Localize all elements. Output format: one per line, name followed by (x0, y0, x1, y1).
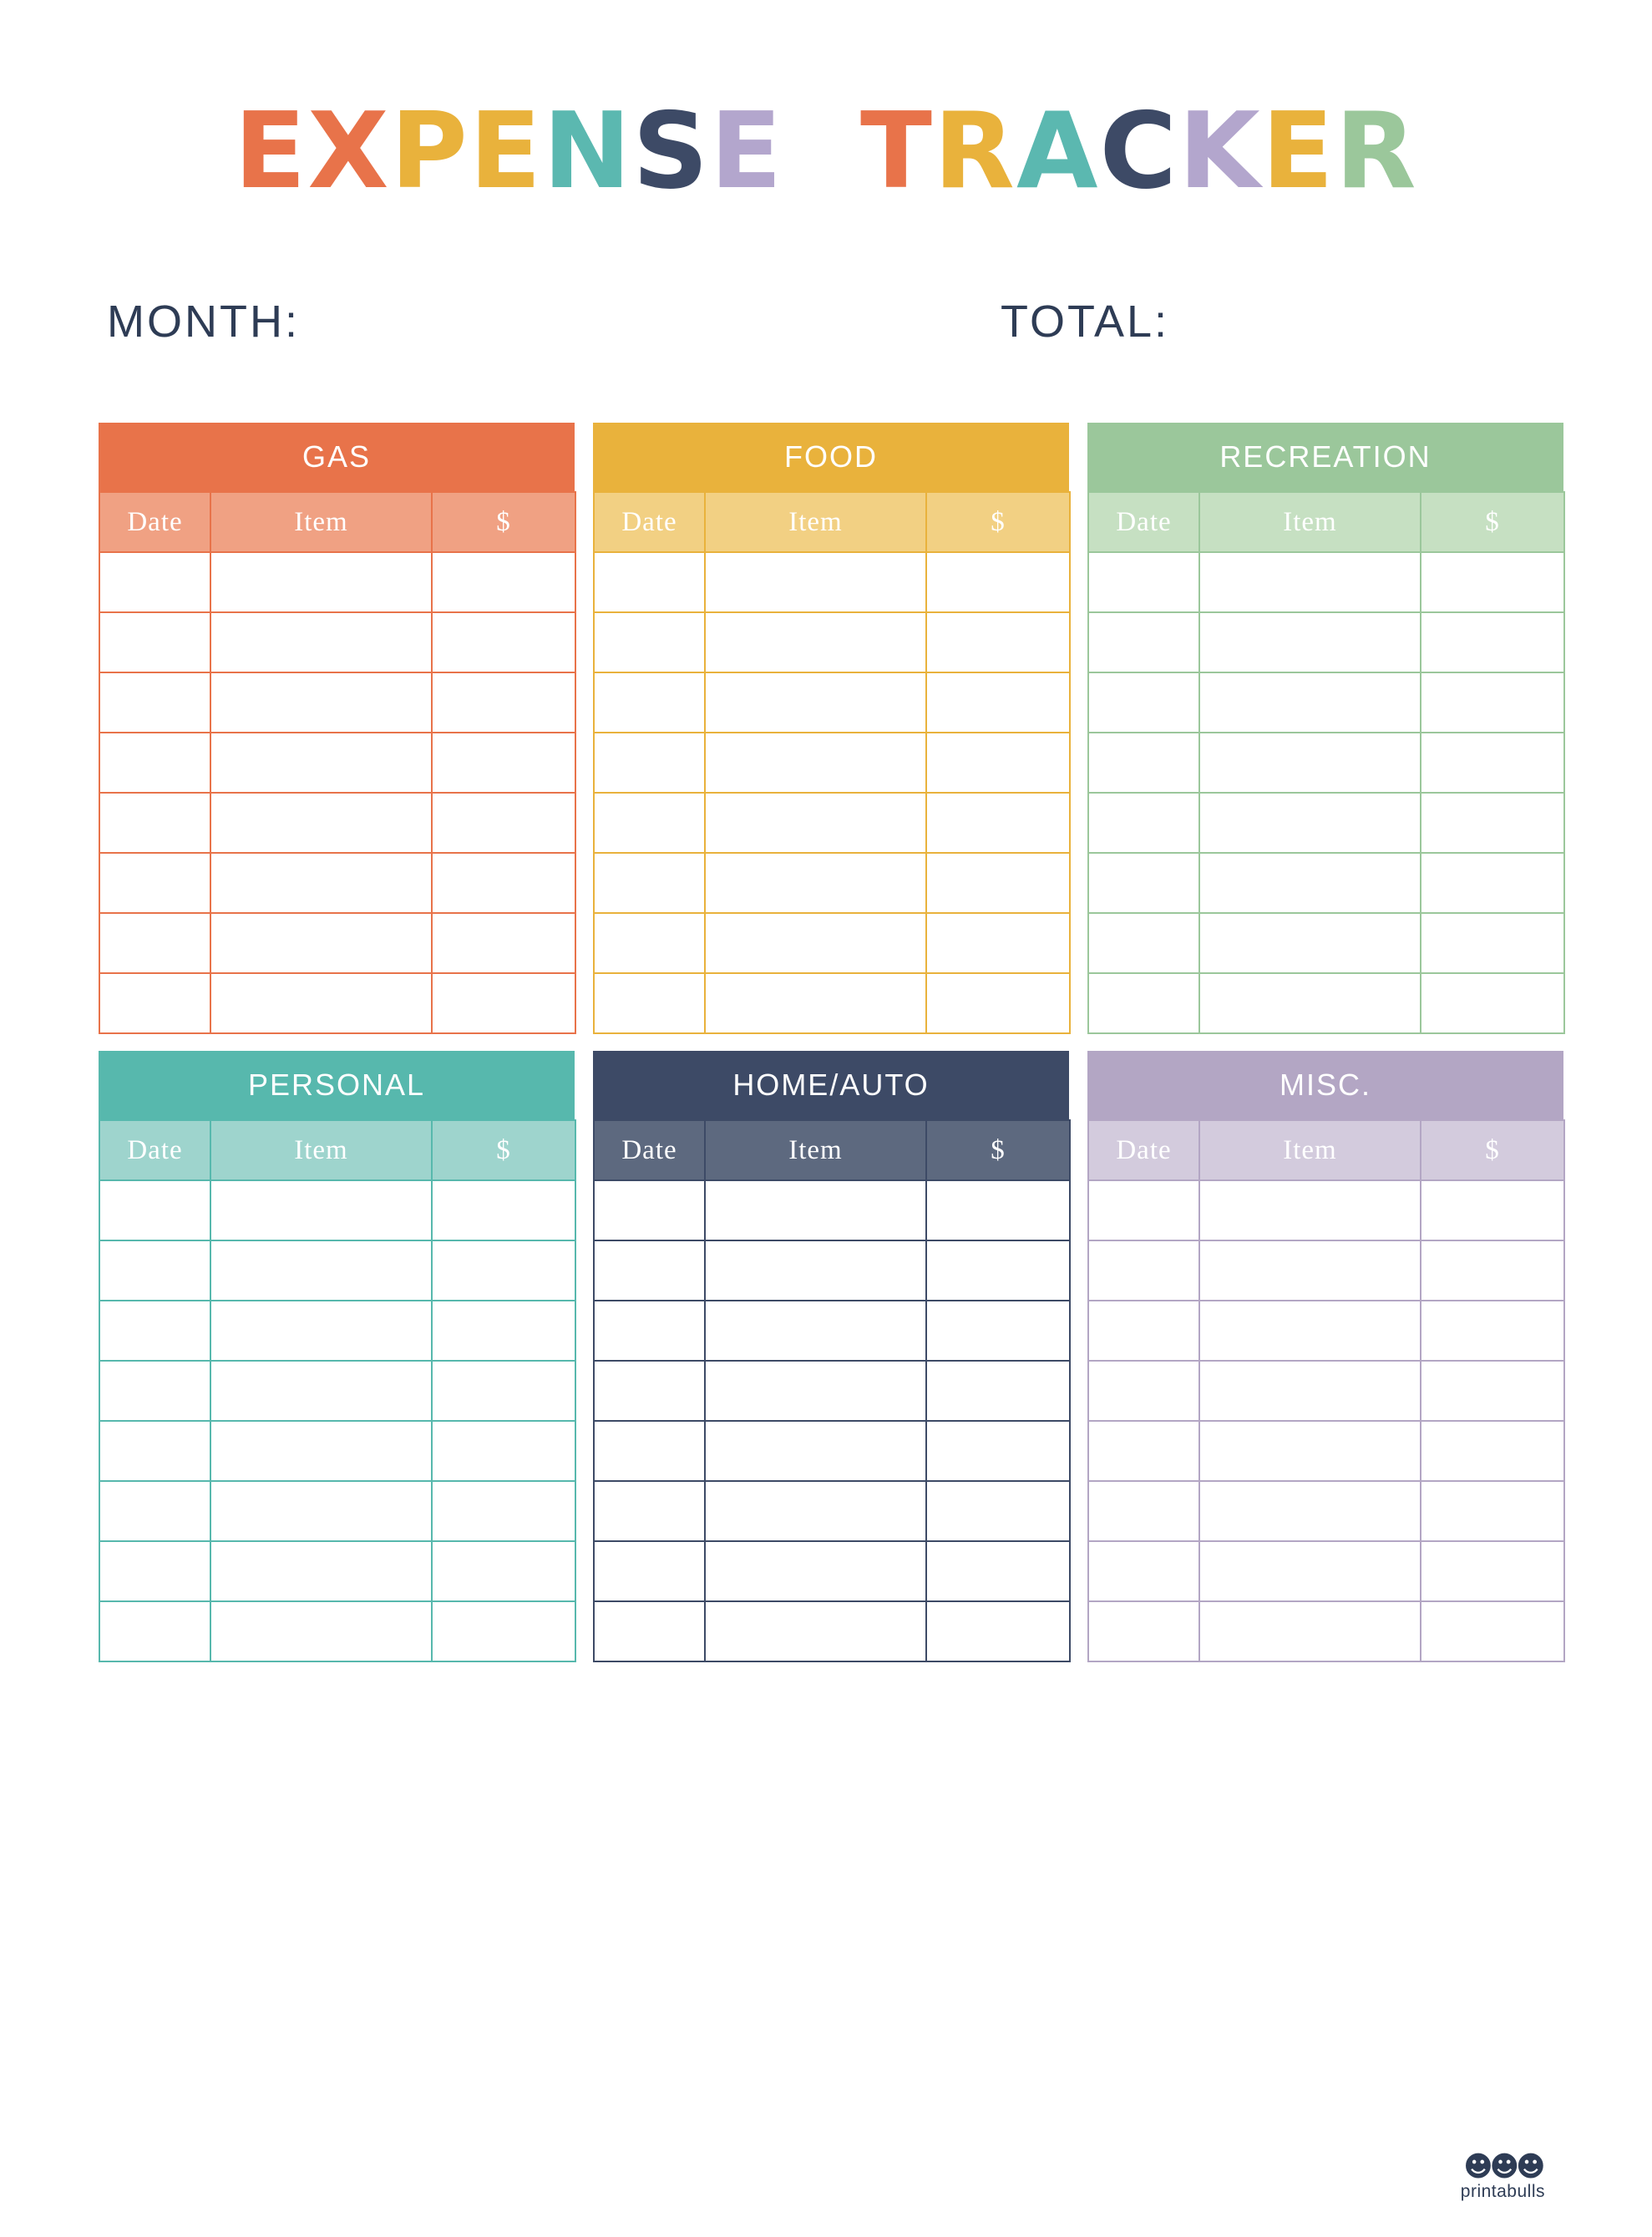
cell-amount[interactable] (1421, 1180, 1564, 1240)
cell-item[interactable] (1199, 1180, 1421, 1240)
cell-amount[interactable] (432, 1180, 575, 1240)
cell-amount[interactable] (926, 672, 1070, 733)
table-row (99, 1421, 575, 1481)
cell-item[interactable] (1199, 1601, 1421, 1661)
cell-date[interactable] (99, 1481, 210, 1541)
cell-date[interactable] (1088, 1421, 1199, 1481)
table-row (99, 733, 575, 793)
cell-item[interactable] (210, 1301, 432, 1361)
table-row (99, 1301, 575, 1361)
category-table-misc (1087, 1119, 1565, 1662)
cell-date[interactable] (1088, 612, 1199, 672)
cell-item[interactable] (705, 1240, 926, 1301)
title-letter: X (307, 89, 391, 212)
cell-item[interactable] (1199, 793, 1421, 853)
cell-date[interactable] (594, 1541, 705, 1601)
cell-amount[interactable] (1421, 1421, 1564, 1481)
cell-date[interactable] (1088, 1601, 1199, 1661)
cell-date[interactable] (99, 853, 210, 913)
cell-amount[interactable] (1421, 1481, 1564, 1541)
table-row (99, 1180, 575, 1240)
title-letter: K (1178, 89, 1262, 212)
title-letter: R (933, 89, 1016, 212)
cell-item[interactable] (705, 913, 926, 973)
cell-amount[interactable] (432, 793, 575, 853)
column-header-row (594, 1120, 1070, 1180)
cell-date[interactable] (99, 793, 210, 853)
cell-amount[interactable] (926, 552, 1070, 612)
cell-item[interactable] (705, 1180, 926, 1240)
title-letter: S (632, 89, 711, 212)
table-row (99, 672, 575, 733)
cell-amount[interactable] (926, 733, 1070, 793)
table-row (594, 1541, 1070, 1601)
cell-date[interactable] (99, 1240, 210, 1301)
month-label: MONTH: (107, 297, 300, 347)
cell-item[interactable] (1199, 1361, 1421, 1421)
column-header-amount: $ (1421, 1120, 1564, 1180)
meta-row (99, 296, 1553, 347)
cell-date[interactable] (594, 552, 705, 612)
cell-date[interactable] (594, 1301, 705, 1361)
cell-item[interactable] (705, 612, 926, 672)
cell-date[interactable] (594, 973, 705, 1033)
cell-amount[interactable] (1421, 612, 1564, 672)
category-title-misc: MISC. (1087, 1051, 1563, 1119)
column-header-date: Date (594, 492, 705, 552)
cell-item[interactable] (1199, 672, 1421, 733)
brand-name: printabulls (1460, 2182, 1545, 2201)
category-table-home-auto (593, 1119, 1071, 1662)
table-row (594, 672, 1070, 733)
column-header-amount: $ (926, 492, 1070, 552)
cell-amount[interactable] (432, 1601, 575, 1661)
cell-item[interactable] (210, 1601, 432, 1661)
table-row (1088, 1481, 1564, 1541)
table-row (1088, 1601, 1564, 1661)
table-row (594, 793, 1070, 853)
column-header-item: Item (210, 1120, 432, 1180)
table-row (594, 1240, 1070, 1301)
cell-amount[interactable] (926, 1421, 1070, 1481)
table-row (594, 1481, 1070, 1541)
table-row (99, 1601, 575, 1661)
cell-amount[interactable] (432, 913, 575, 973)
category-card-home-auto (593, 1051, 1069, 1662)
column-header-date: Date (594, 1120, 705, 1180)
total-field[interactable] (967, 296, 1169, 347)
cell-item[interactable] (210, 973, 432, 1033)
table-row (1088, 973, 1564, 1033)
cell-amount[interactable] (1421, 672, 1564, 733)
cell-amount[interactable] (432, 612, 575, 672)
cell-item[interactable] (210, 1361, 432, 1421)
cell-item[interactable] (210, 1541, 432, 1601)
column-header-row (594, 492, 1070, 552)
table-row (99, 853, 575, 913)
cell-date[interactable] (1088, 793, 1199, 853)
cell-item[interactable] (705, 1481, 926, 1541)
cell-date[interactable] (99, 1601, 210, 1661)
cell-amount[interactable] (1421, 733, 1564, 793)
cell-date[interactable] (1088, 1240, 1199, 1301)
cell-date[interactable] (594, 913, 705, 973)
cell-date[interactable] (99, 1421, 210, 1481)
cell-item[interactable] (705, 672, 926, 733)
cell-amount[interactable] (432, 1240, 575, 1301)
cell-item[interactable] (210, 552, 432, 612)
cell-date[interactable] (594, 1421, 705, 1481)
cell-amount[interactable] (432, 1541, 575, 1601)
cell-item[interactable] (705, 853, 926, 913)
category-table-recreation (1087, 491, 1565, 1034)
cell-date[interactable] (1088, 913, 1199, 973)
cell-amount[interactable] (926, 1601, 1070, 1661)
cell-amount[interactable] (926, 1180, 1070, 1240)
cell-item[interactable] (210, 733, 432, 793)
column-header-item: Item (1199, 492, 1421, 552)
cell-amount[interactable] (432, 1421, 575, 1481)
column-header-amount: $ (432, 1120, 575, 1180)
cell-date[interactable] (99, 913, 210, 973)
cell-item[interactable] (705, 1421, 926, 1481)
cell-date[interactable] (99, 1361, 210, 1421)
cell-date[interactable] (1088, 853, 1199, 913)
cell-date[interactable] (594, 1180, 705, 1240)
table-row (594, 733, 1070, 793)
table-row (1088, 1180, 1564, 1240)
category-card-misc (1087, 1051, 1563, 1662)
column-header-amount: $ (1421, 492, 1564, 552)
table-row (594, 612, 1070, 672)
cell-item[interactable] (210, 853, 432, 913)
category-title-gas: GAS (99, 423, 575, 491)
table-row (99, 552, 575, 612)
table-row (99, 1481, 575, 1541)
cell-date[interactable] (99, 1180, 210, 1240)
cell-date[interactable] (594, 1240, 705, 1301)
cell-amount[interactable] (1421, 913, 1564, 973)
category-card-recreation (1087, 423, 1563, 1034)
column-header-amount: $ (432, 492, 575, 552)
table-row (594, 1421, 1070, 1481)
table-row (99, 1240, 575, 1301)
category-title-home-auto: HOME/AUTO (593, 1051, 1069, 1119)
cell-item[interactable] (210, 1481, 432, 1541)
cell-date[interactable] (594, 1601, 705, 1661)
table-row (1088, 1361, 1564, 1421)
cell-date[interactable] (1088, 1361, 1199, 1421)
cell-amount[interactable] (926, 1240, 1070, 1301)
cell-date[interactable] (594, 733, 705, 793)
table-row (1088, 1301, 1564, 1361)
table-row (99, 973, 575, 1033)
cell-amount[interactable] (1421, 1301, 1564, 1361)
table-row (1088, 1240, 1564, 1301)
title-letter: R (1335, 89, 1418, 212)
cell-date[interactable] (594, 1361, 705, 1421)
table-row (594, 853, 1070, 913)
cell-item[interactable] (210, 913, 432, 973)
category-card-gas (99, 423, 575, 1034)
cell-item[interactable] (705, 793, 926, 853)
cell-amount[interactable] (926, 1301, 1070, 1361)
column-header-amount: $ (926, 1120, 1070, 1180)
cell-item[interactable] (210, 672, 432, 733)
cell-date[interactable] (99, 733, 210, 793)
cell-date[interactable] (1088, 733, 1199, 793)
category-table-personal (99, 1119, 576, 1662)
title-letter: P (390, 89, 469, 212)
cell-item[interactable] (705, 1541, 926, 1601)
cell-amount[interactable] (1421, 552, 1564, 612)
page-title (99, 89, 1553, 212)
column-header-date: Date (1088, 1120, 1199, 1180)
cell-date[interactable] (99, 552, 210, 612)
column-header-row (99, 492, 575, 552)
table-row (99, 1541, 575, 1601)
cell-item[interactable] (1199, 973, 1421, 1033)
column-header-row (1088, 1120, 1564, 1180)
category-title-food: FOOD (593, 423, 1069, 491)
cell-item[interactable] (1199, 913, 1421, 973)
cell-date[interactable] (1088, 973, 1199, 1033)
cell-amount[interactable] (432, 552, 575, 612)
cell-item[interactable] (210, 1240, 432, 1301)
title-letter: N (542, 89, 633, 212)
cell-date[interactable] (99, 612, 210, 672)
cell-amount[interactable] (926, 793, 1070, 853)
cell-amount[interactable] (926, 913, 1070, 973)
table-row (594, 1361, 1070, 1421)
title-letter: A (1016, 89, 1100, 212)
cell-item[interactable] (1199, 612, 1421, 672)
column-header-row (99, 1120, 575, 1180)
cell-item[interactable] (1199, 1301, 1421, 1361)
cell-amount[interactable] (1421, 1541, 1564, 1601)
table-row (99, 913, 575, 973)
table-row (99, 612, 575, 672)
cell-date[interactable] (1088, 1481, 1199, 1541)
cell-item[interactable] (210, 1180, 432, 1240)
column-header-row (1088, 492, 1564, 552)
table-row (1088, 672, 1564, 733)
cell-item[interactable] (1199, 1481, 1421, 1541)
cell-date[interactable] (594, 853, 705, 913)
cell-amount[interactable] (432, 1301, 575, 1361)
table-row (1088, 733, 1564, 793)
cell-date[interactable] (594, 1481, 705, 1541)
table-row (99, 1361, 575, 1421)
cell-date[interactable] (1088, 1301, 1199, 1361)
category-title-recreation: RECREATION (1087, 423, 1563, 491)
cell-date[interactable] (1088, 1541, 1199, 1601)
cell-amount[interactable] (926, 1361, 1070, 1421)
cell-item[interactable] (705, 552, 926, 612)
cell-item[interactable] (1199, 733, 1421, 793)
cell-item[interactable] (705, 973, 926, 1033)
cell-amount[interactable] (1421, 1240, 1564, 1301)
category-grid (99, 423, 1553, 1662)
category-card-food (593, 423, 1069, 1034)
column-header-item: Item (705, 492, 926, 552)
cell-amount[interactable] (1421, 793, 1564, 853)
cell-amount[interactable] (926, 1481, 1070, 1541)
category-table-food (593, 491, 1071, 1034)
title-letter: E (234, 89, 308, 212)
cell-amount[interactable] (432, 973, 575, 1033)
cell-item[interactable] (705, 1601, 926, 1661)
table-row (1088, 1541, 1564, 1601)
cell-date[interactable] (99, 672, 210, 733)
cell-date[interactable] (1088, 1180, 1199, 1240)
cell-amount[interactable] (432, 733, 575, 793)
table-row (594, 1301, 1070, 1361)
cell-date[interactable] (594, 612, 705, 672)
table-row (1088, 1421, 1564, 1481)
title-letter: T (859, 89, 934, 212)
cell-item[interactable] (1199, 552, 1421, 612)
title-letter: E (469, 89, 543, 212)
column-header-item: Item (1199, 1120, 1421, 1180)
table-row (594, 1180, 1070, 1240)
category-table-gas (99, 491, 576, 1034)
total-label: TOTAL: (1001, 297, 1170, 347)
title-letter (783, 99, 860, 204)
cell-date[interactable] (594, 672, 705, 733)
title-letter: E (1261, 89, 1335, 212)
table-row (1088, 853, 1564, 913)
cell-item[interactable] (210, 1421, 432, 1481)
table-row (1088, 552, 1564, 612)
column-header-item: Item (705, 1120, 926, 1180)
cell-amount[interactable] (432, 1481, 575, 1541)
cell-item[interactable] (210, 612, 432, 672)
printabulls-logo-icon: ☻☻☻ (1463, 2150, 1543, 2184)
column-header-date: Date (99, 1120, 210, 1180)
category-title-personal: PERSONAL (99, 1051, 575, 1119)
cell-item[interactable] (705, 1301, 926, 1361)
expense-tracker-page (0, 89, 1652, 2237)
cell-amount[interactable] (926, 973, 1070, 1033)
column-header-item: Item (210, 492, 432, 552)
title-letter: C (1099, 89, 1178, 212)
cell-amount[interactable] (432, 1361, 575, 1421)
cell-amount[interactable] (1421, 1361, 1564, 1421)
cell-amount[interactable] (1421, 973, 1564, 1033)
cell-amount[interactable] (432, 853, 575, 913)
table-row (594, 552, 1070, 612)
cell-date[interactable] (99, 1541, 210, 1601)
cell-item[interactable] (1199, 1541, 1421, 1601)
table-row (1088, 913, 1564, 973)
cell-item[interactable] (705, 1361, 926, 1421)
table-row (1088, 793, 1564, 853)
cell-date[interactable] (1088, 552, 1199, 612)
cell-date[interactable] (99, 973, 210, 1033)
column-header-date: Date (99, 492, 210, 552)
cell-item[interactable] (1199, 853, 1421, 913)
cell-date[interactable] (1088, 672, 1199, 733)
cell-amount[interactable] (432, 672, 575, 733)
cell-amount[interactable] (926, 853, 1070, 913)
table-row (594, 913, 1070, 973)
month-field[interactable] (99, 296, 967, 347)
table-row (99, 793, 575, 853)
cell-date[interactable] (594, 793, 705, 853)
cell-item[interactable] (705, 733, 926, 793)
cell-item[interactable] (210, 793, 432, 853)
cell-amount[interactable] (1421, 1601, 1564, 1661)
category-card-personal (99, 1051, 575, 1662)
cell-amount[interactable] (926, 612, 1070, 672)
cell-amount[interactable] (1421, 853, 1564, 913)
cell-date[interactable] (99, 1301, 210, 1361)
column-header-date: Date (1088, 492, 1199, 552)
cell-item[interactable] (1199, 1240, 1421, 1301)
table-row (594, 1601, 1070, 1661)
table-row (594, 973, 1070, 1033)
cell-amount[interactable] (926, 1541, 1070, 1601)
title-letter: E (710, 89, 784, 212)
brand-footer (1460, 2150, 1545, 2201)
table-row (1088, 612, 1564, 672)
cell-item[interactable] (1199, 1421, 1421, 1481)
